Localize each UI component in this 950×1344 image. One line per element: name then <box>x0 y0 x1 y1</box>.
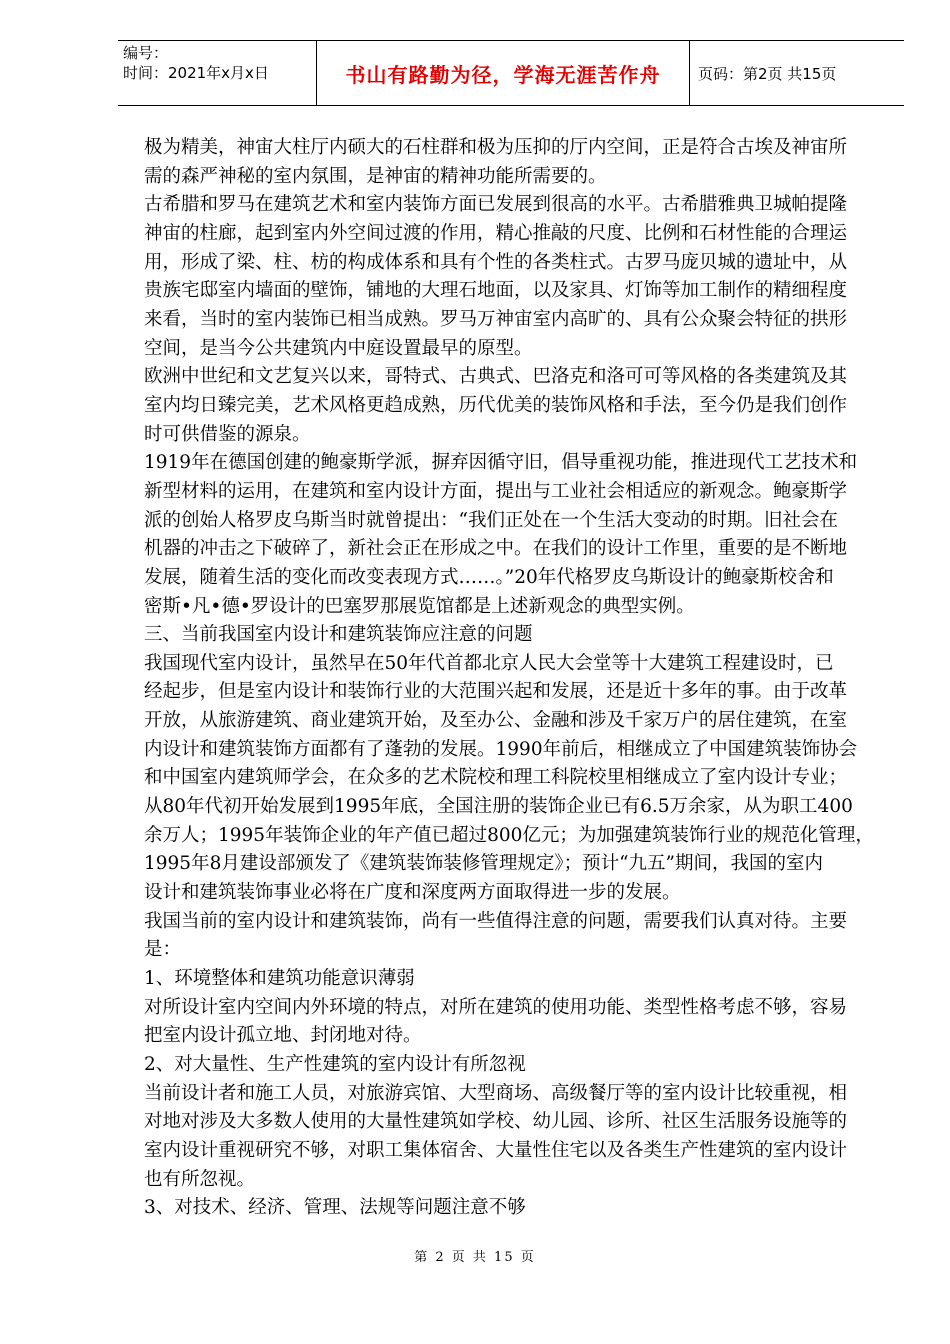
page-footer: 第 2 页 共 15 页 <box>414 1250 536 1265</box>
header-motto: 书山有路勤为径，学海无涯苦作舟 <box>316 41 690 105</box>
text-line: 余万人；1995年装饰企业的年产值已超过800亿元；为加强建筑装饰行业的规范化管理， <box>144 824 874 846</box>
text-line: 3、对技术、经济、管理、法规等问题注意不够 <box>144 1197 526 1219</box>
text-line: 古希腊和罗马在建筑艺术和室内装饰方面已发展到很高的水平。古希腊雅典卫城帕提隆 <box>144 194 848 216</box>
number-label: 编号： <box>123 44 169 62</box>
text-line: 我国当前的室内设计和建筑装饰，尚有一些值得注意的问题，需要我们认真对待。主要 <box>144 910 848 932</box>
text-line: 室内均日臻完美，艺术风格更趋成熟，历代优美的装饰风格和手法，至今仍是我们创作 <box>144 394 848 416</box>
text-line: 我国现代室内设计，虽然早在50年代首都北京人民大会堂等十大建筑工程建设时，已 <box>144 652 834 674</box>
text-line: 对地对涉及大多数人使用的大量性建筑如学校、幼儿园、诊所、社区生活服务设施等的 <box>144 1111 848 1133</box>
text-line: 2、对大量性、生产性建筑的室内设计有所忽视 <box>144 1054 526 1075</box>
text-line: 派的创始人格罗皮乌斯当时就曾提出：“我们正处在一个生活大变动的时期。旧社会在 <box>144 509 838 531</box>
text-line: 机器的冲击之下破碎了，新社会正在形成之中。在我们的设计工作里，重要的是不断地 <box>144 538 848 560</box>
text-line: 需的森严神秘的室内氛围，是神宙的精神功能所需要的。 <box>144 165 607 187</box>
text-line: 新型材料的运用，在建筑和室内设计方面，提出与工业社会相适应的新观念。鲍豪斯学 <box>144 480 848 502</box>
text-line: 1995年8月建设部颁发了《建筑装饰装修管理规定》；预计“九五”期间，我国的室内 <box>144 853 824 875</box>
text-line: 神宙的柱廊，起到室内外空间过渡的作用，精心推敲的尺度、比例和石材性能的合理运 <box>144 222 848 244</box>
text-line: 用，形成了梁、柱、枋的构成体系和具有个性的各类柱式。古罗马庞贝城的遗址中，从 <box>144 251 848 273</box>
page-header <box>118 40 904 106</box>
text-line: 也有所忽视。 <box>144 1168 256 1190</box>
text-line: 开放，从旅游建筑、商业建筑开始，及至办公、金融和涉及千家万户的居住建筑，在室 <box>144 710 848 732</box>
text-line: 是： <box>144 939 182 961</box>
document-body <box>144 134 879 1223</box>
text-line: 对所设计室内空间内外环境的特点，对所在建筑的使用功能、类型性格考虑不够，容易 <box>144 996 848 1018</box>
text-line: 和中国室内建筑师学会，在众多的艺术院校和理工科院校里相继成立了室内设计专业； <box>144 767 848 789</box>
text-line: 室内设计重视研究不够，对职工集体宿舍、大量性住宅以及各类生产性建筑的室内设计 <box>144 1139 848 1161</box>
text-line: 空间，是当今公共建筑内中庭设置最早的原型。 <box>144 337 533 359</box>
text-line: 时可供借鉴的源泉。 <box>144 423 311 445</box>
text-line: 1、环境整体和建筑功能意识薄弱 <box>144 968 415 990</box>
text-line: 当前设计者和施工人员，对旅游宾馆、大型商场、高级餐厅等的室内设计比较重视，相 <box>144 1082 848 1104</box>
text-line: 密斯•凡•德•罗设计的巴塞罗那展览馆都是上述新观念的典型实例。 <box>144 595 695 617</box>
text-line: 1919年在德国创建的鲍豪斯学派，摒弃因循守旧，倡导重视功能，推进现代工艺技术和 <box>144 452 858 474</box>
text-line: 经起步，但是室内设计和装饰行业的大范围兴起和发展，还是近十多年的事。由于改革 <box>144 681 848 703</box>
time-label: 时间：2021年x月x日 <box>123 64 269 82</box>
text-line: 从80年代初开始发展到1995年底，全国注册的装饰企业已有6.5万余家，从为职工400 <box>144 796 853 818</box>
text-line: 把室内设计孤立地、封闭地对待。 <box>144 1025 422 1047</box>
text-line: 来看，当时的室内装饰已相当成熟。罗马万神宙室内高旷的、具有公众聚会特征的拱形 <box>144 308 848 330</box>
text-line: 三、当前我国室内设计和建筑装饰应注意的问题 <box>144 624 533 646</box>
text-line: 设计和建筑装饰事业必将在广度和深度两方面取得进一步的发展。 <box>144 882 681 904</box>
header-info <box>118 41 316 105</box>
text-line: 欧洲中世纪和文艺复兴以来，哥特式、古典式、巴洛克和洛可可等风格的各类建筑及其 <box>144 366 848 388</box>
text-line: 内设计和建筑装饰方面都有了蓬勃的发展。1990年前后，相继成立了中国建筑装饰协会 <box>144 738 858 760</box>
text-line: 发展，随着生活的变化而改变表现方式……。”20年代格罗皮乌斯设计的鲍豪斯校舍和 <box>144 566 834 588</box>
header-page-label: 页码：第2页 共15页 <box>698 64 837 83</box>
text-line: 极为精美，神宙大柱厅内硕大的石柱群和极为压抑的厅内空间，正是符合古埃及神宙所 <box>144 137 848 158</box>
text-line: 贵族宅邸室内墙面的壁饰，铺地的大理石地面，以及家具、灯饰等加工制作的精细程度 <box>144 280 848 302</box>
